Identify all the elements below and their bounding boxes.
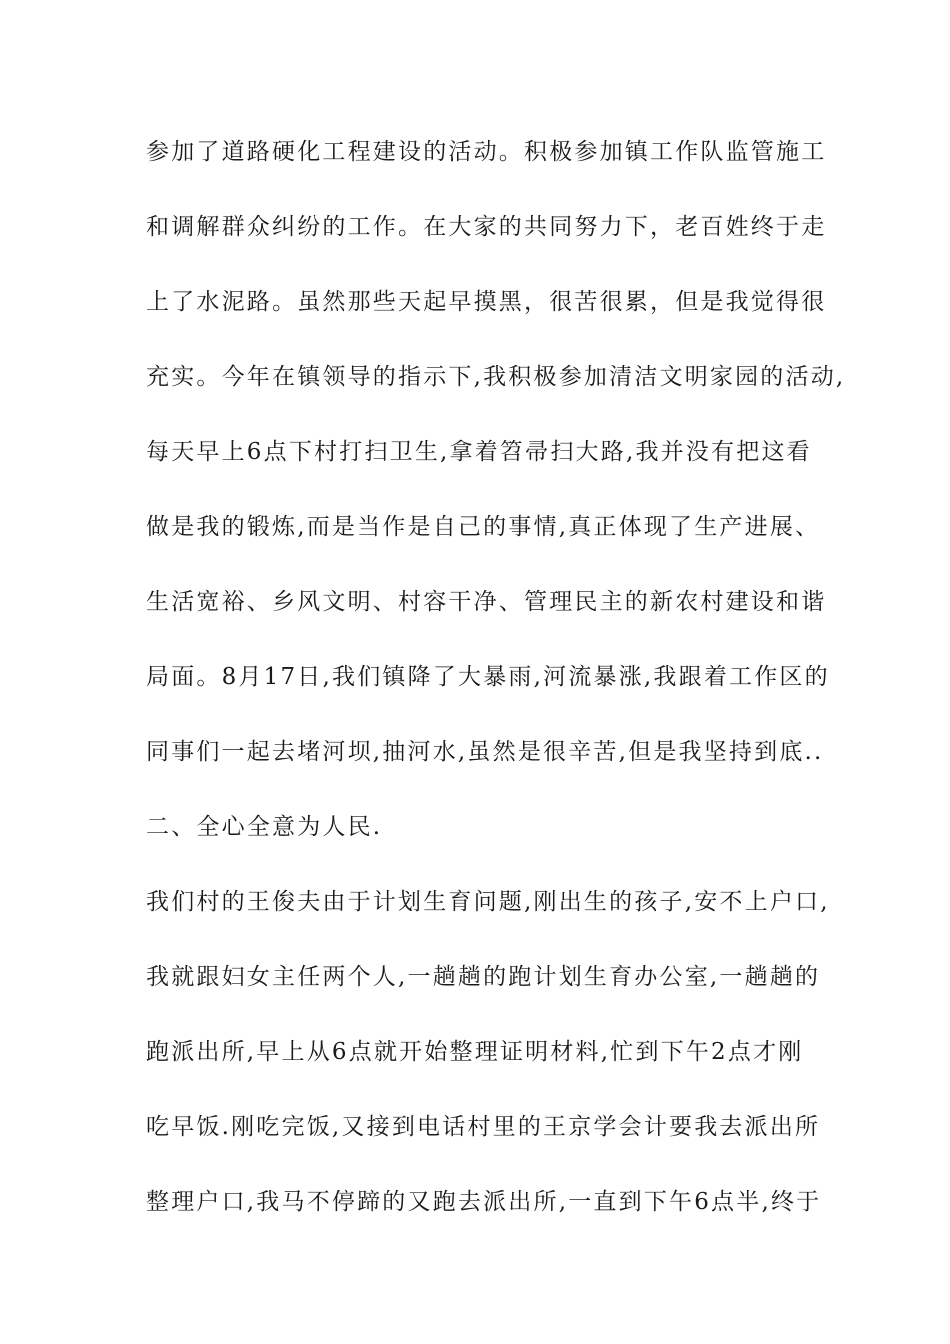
section-heading: 二、全心全意为人民.	[146, 814, 383, 840]
body-text-line: 局面。8月17日,我们镇降了大暴雨,河流暴涨,我跟着工作区的	[146, 664, 830, 690]
body-text-line: 生活宽裕、乡风文明、村容干净、管理民主的新农村建设和谐	[146, 589, 827, 615]
body-text-line: 做是我的锻炼,而是当作是自己的事情,真正体现了生产进展、	[146, 514, 821, 540]
body-text-line: 跑派出所,早上从6点就开始整理证明材料,忙到下午2点才刚	[146, 1039, 804, 1065]
body-text-line: 我们村的王俊夫由于计划生育问题,刚出生的孩子,安不上户口,	[146, 889, 830, 915]
body-text-line: 参加了道路硬化工程建设的活动。积极参加镇工作队监管施工	[146, 139, 827, 165]
body-text-line: 同事们一起去堵河坝,抽河水,虽然是很辛苦,但是我坚持到底..	[146, 739, 824, 765]
body-text-line: 充实。今年在镇领导的指示下,我积极参加清洁文明家园的活动,	[146, 364, 846, 390]
body-text-line: 吃早饭.刚吃完饭,又接到电话村里的王京学会计要我去派出所	[146, 1114, 821, 1140]
body-text-line: 我就跟妇女主任两个人,一趟趟的跑计划生育办公室,一趟趟的	[146, 964, 821, 990]
body-text-line: 上了水泥路。虽然那些天起早摸黑，很苦很累，但是我觉得很	[146, 289, 827, 315]
body-text-line: 每天早上6点下村打扫卫生,拿着笤帚扫大路,我并没有把这看	[146, 439, 812, 465]
body-text-line: 整理户口,我马不停蹄的又跑去派出所,一直到下午6点半,终于	[146, 1189, 822, 1215]
body-text-line: 和调解群众纠纷的工作。在大家的共同努力下，老百姓终于走	[146, 214, 827, 240]
